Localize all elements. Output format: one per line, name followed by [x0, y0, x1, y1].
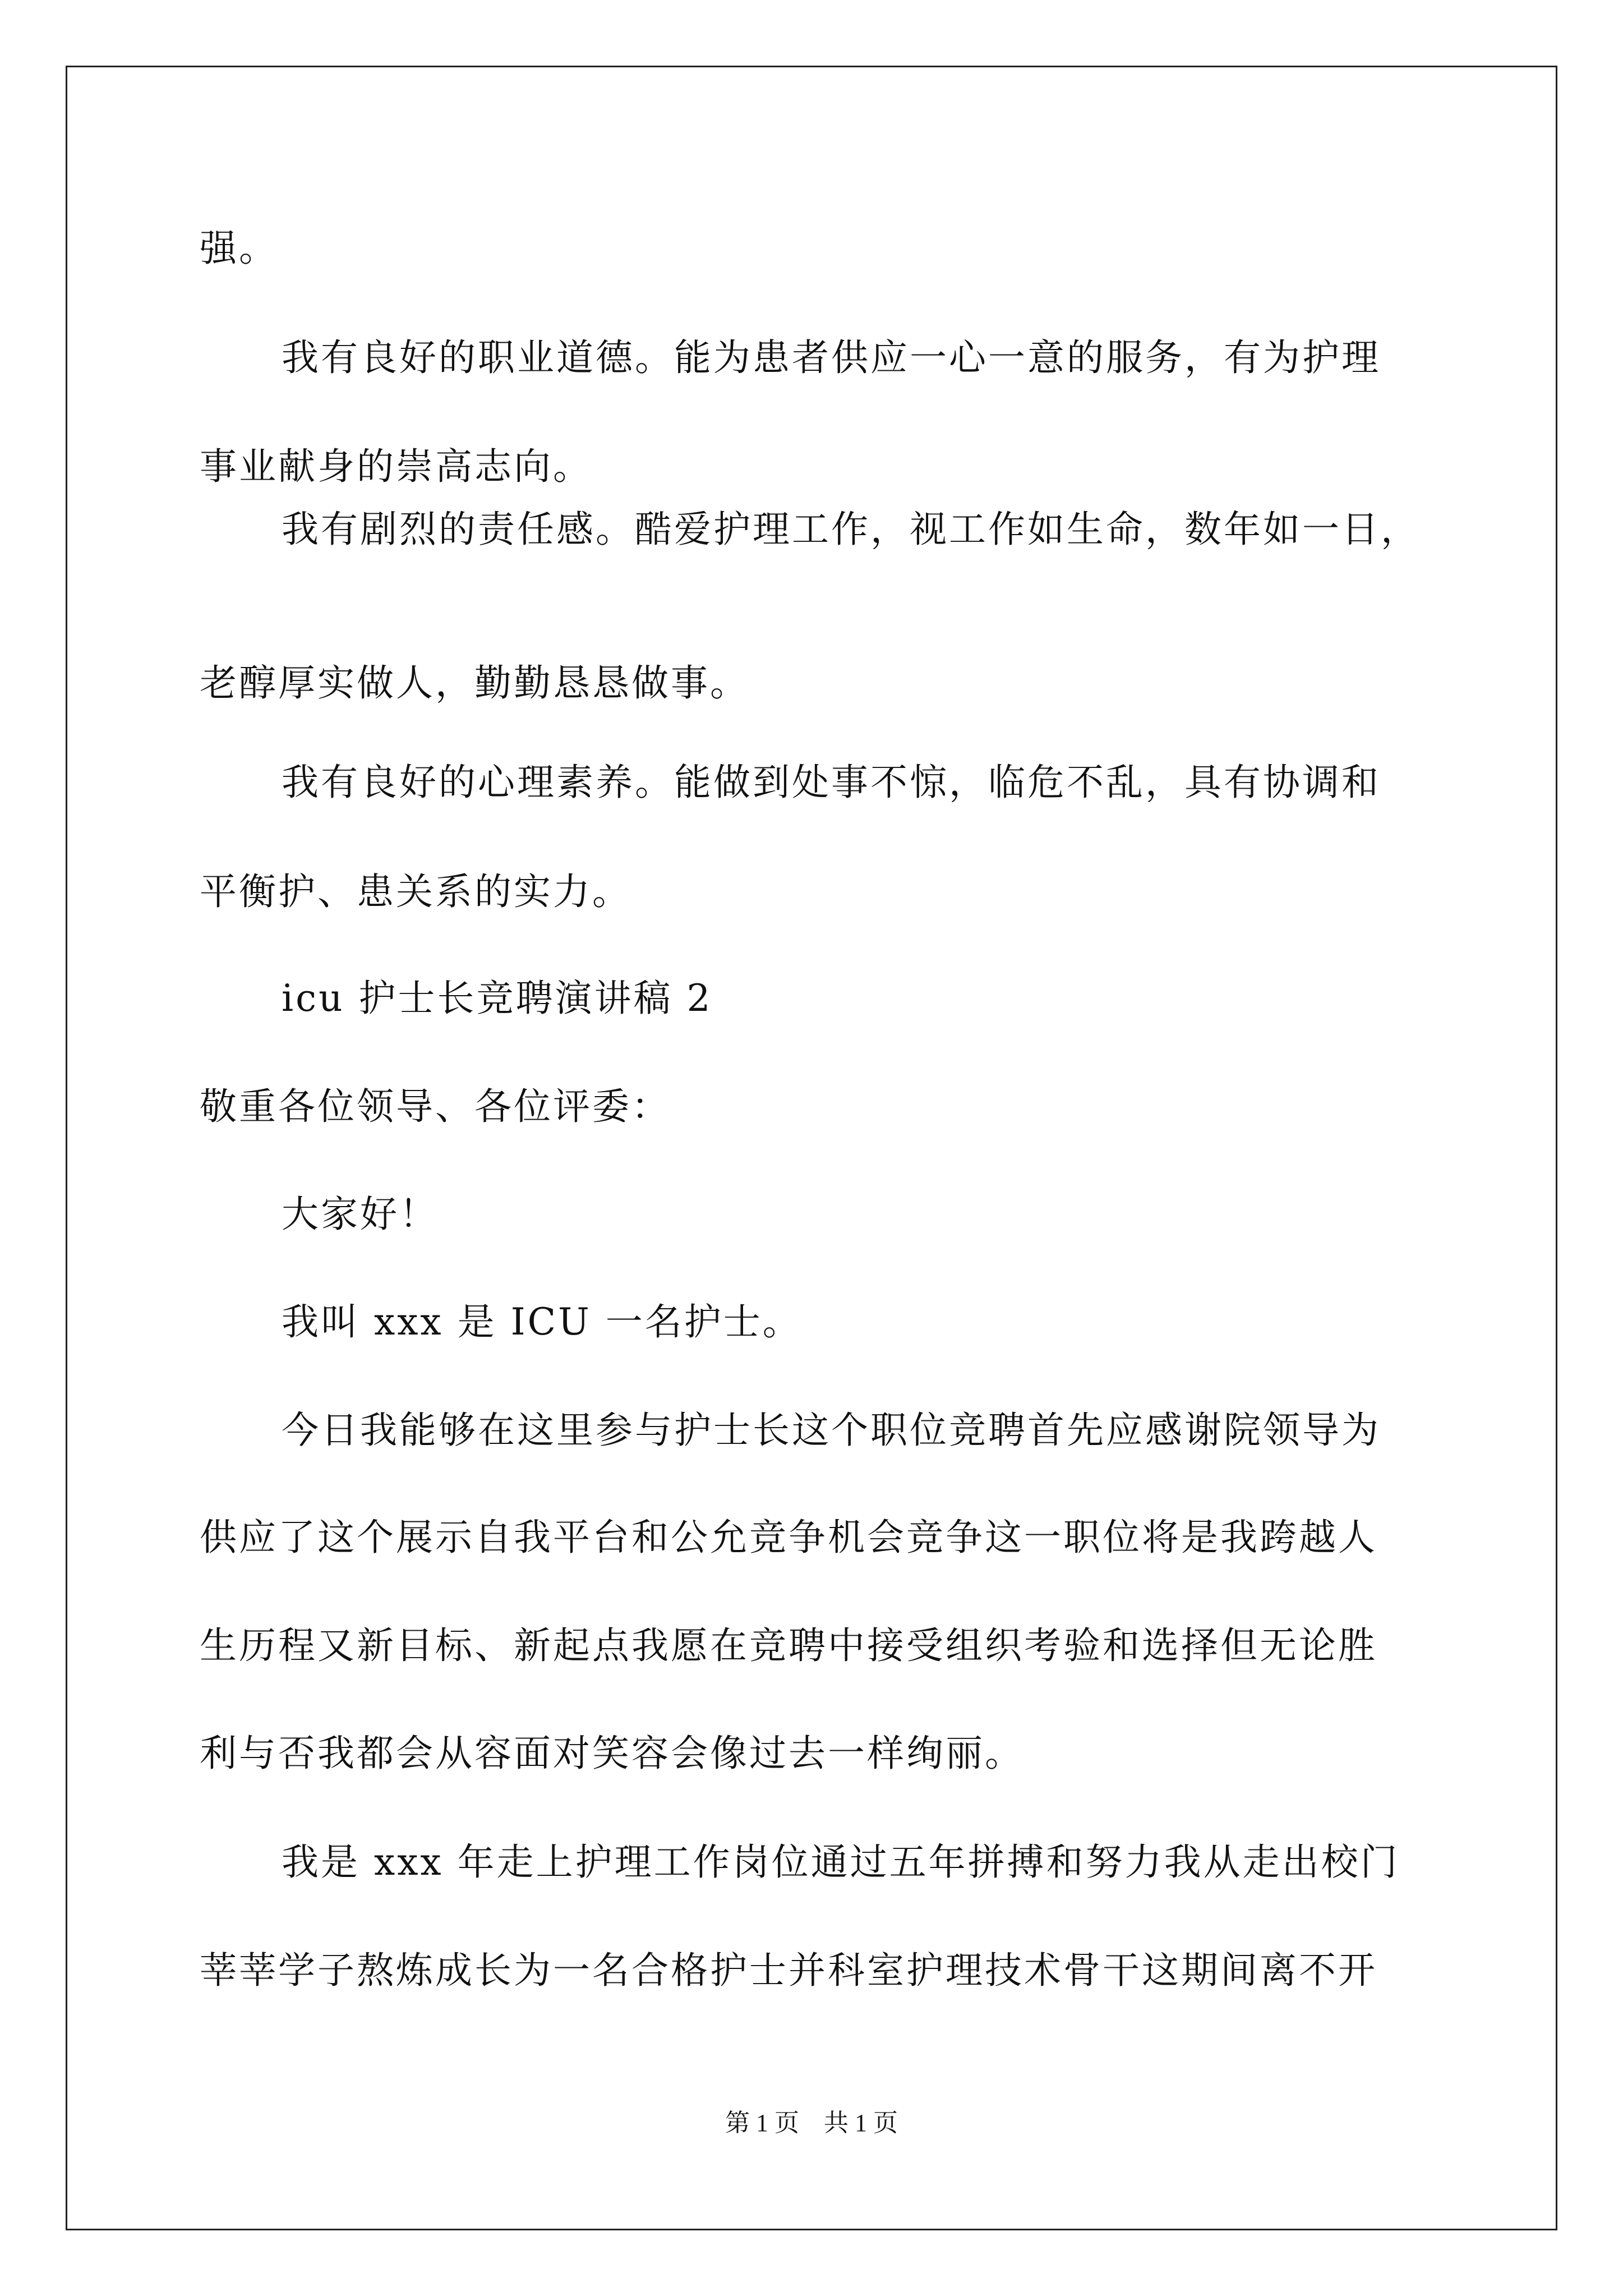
text-line: 我有良好的心理素养。能做到处事不惊，临危不乱，具有协调和	[282, 761, 1381, 804]
text-line: 我有剧烈的责任感。酷爱护理工作，视工作如生命，数年如一日，	[282, 508, 1420, 551]
text-line: 事业献身的崇高志向。	[200, 445, 592, 488]
text-line: 我叫 xxx 是 ICU 一名护士。	[282, 1300, 802, 1343]
section-heading: icu 护士长竞聘演讲稿 2	[282, 977, 713, 1020]
text-line: 强。	[200, 227, 278, 270]
text-line: 我有良好的职业道德。能为患者供应一心一意的服务，有为护理	[282, 336, 1381, 379]
text-line: 我是 xxx 年走上护理工作岗位通过五年拼搏和努力我从走出校门	[282, 1841, 1400, 1884]
page-footer: 第 1 页 共 1 页	[725, 2109, 898, 2137]
text-line: 今日我能够在这里参与护士长这个职位竞聘首先应感谢院领导为	[282, 1409, 1381, 1452]
text-line: 莘莘学子熬炼成长为一名合格护士并科室护理技术骨干这期间离不开	[200, 1949, 1377, 1992]
text-line: 供应了这个展示自我平台和公允竞争机会竞争这一职位将是我跨越人	[200, 1516, 1377, 1559]
page-border	[66, 66, 1557, 2230]
salutation: 敬重各位领导、各位评委：	[200, 1085, 671, 1128]
text-line: 生历程又新目标、新起点我愿在竞聘中接受组织考验和选择但无论胜	[200, 1624, 1377, 1667]
text-line: 平衡护、患关系的实力。	[200, 870, 631, 913]
text-line: 利与否我都会从容面对笑容会像过去一样绚丽。	[200, 1732, 1024, 1775]
text-line: 老醇厚实做人，勤勤恳恳做事。	[200, 661, 749, 705]
greeting: 大家好！	[282, 1193, 439, 1236]
